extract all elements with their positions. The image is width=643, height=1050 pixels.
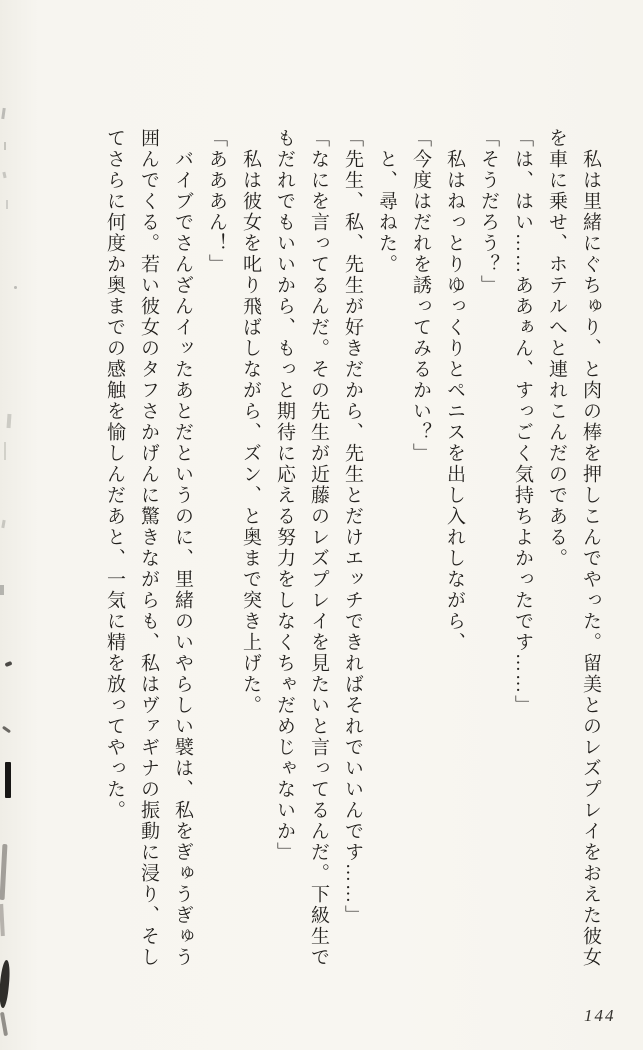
paragraph: 「そうだろう？」 xyxy=(478,128,499,296)
paragraph: 「あああん！」 xyxy=(206,128,227,275)
paragraph: 私は彼女を叱り飛ばしながら、ズン、と奥まで突き上げた。 xyxy=(240,128,261,716)
paragraph: 「なにを言ってるんだ。その先生が近藤のレズプレイを見たいと言ってるんだ。下級生でもだれでもいいから、もっと期待に応える努力をしなくちゃだめじゃないか」 xyxy=(274,128,329,968)
paragraph: 「今度はだれを誘ってみるかい？」 xyxy=(410,128,431,464)
page-number: 144 xyxy=(584,1006,616,1025)
paragraph: 「は、はい……ああぁん、すっごく気持ちよかったです……」 xyxy=(512,128,533,716)
paragraph: と、尋ねた。 xyxy=(376,128,397,275)
paragraph: 「先生、私、先生が好きだから、先生とだけエッチできればそれでいいんです……」 xyxy=(342,128,363,926)
paragraph: 私は里緒にぐちゅり、と肉の棒を押しこんでやった。留美とのレズプレイをおえた彼女を車に乗せ、ホテルへと連れこんだのである。 xyxy=(546,128,601,968)
page-text xyxy=(91,128,607,970)
paragraph: 私はねっとりゆっくりとペニスを出し入れしながら、 xyxy=(444,128,465,653)
paragraph: バイブでさんざんイッたあとだというのに、里緒のいやらしい襞は、私をぎゅうぎゅう囲んでくる。若い彼女のタフさかげんに驚きながらも、私はヴァギナの振動に浸り、そしてさらに何度か奥までの感触を愉しんだあと、一気に精を放ってやった。 xyxy=(104,128,193,968)
